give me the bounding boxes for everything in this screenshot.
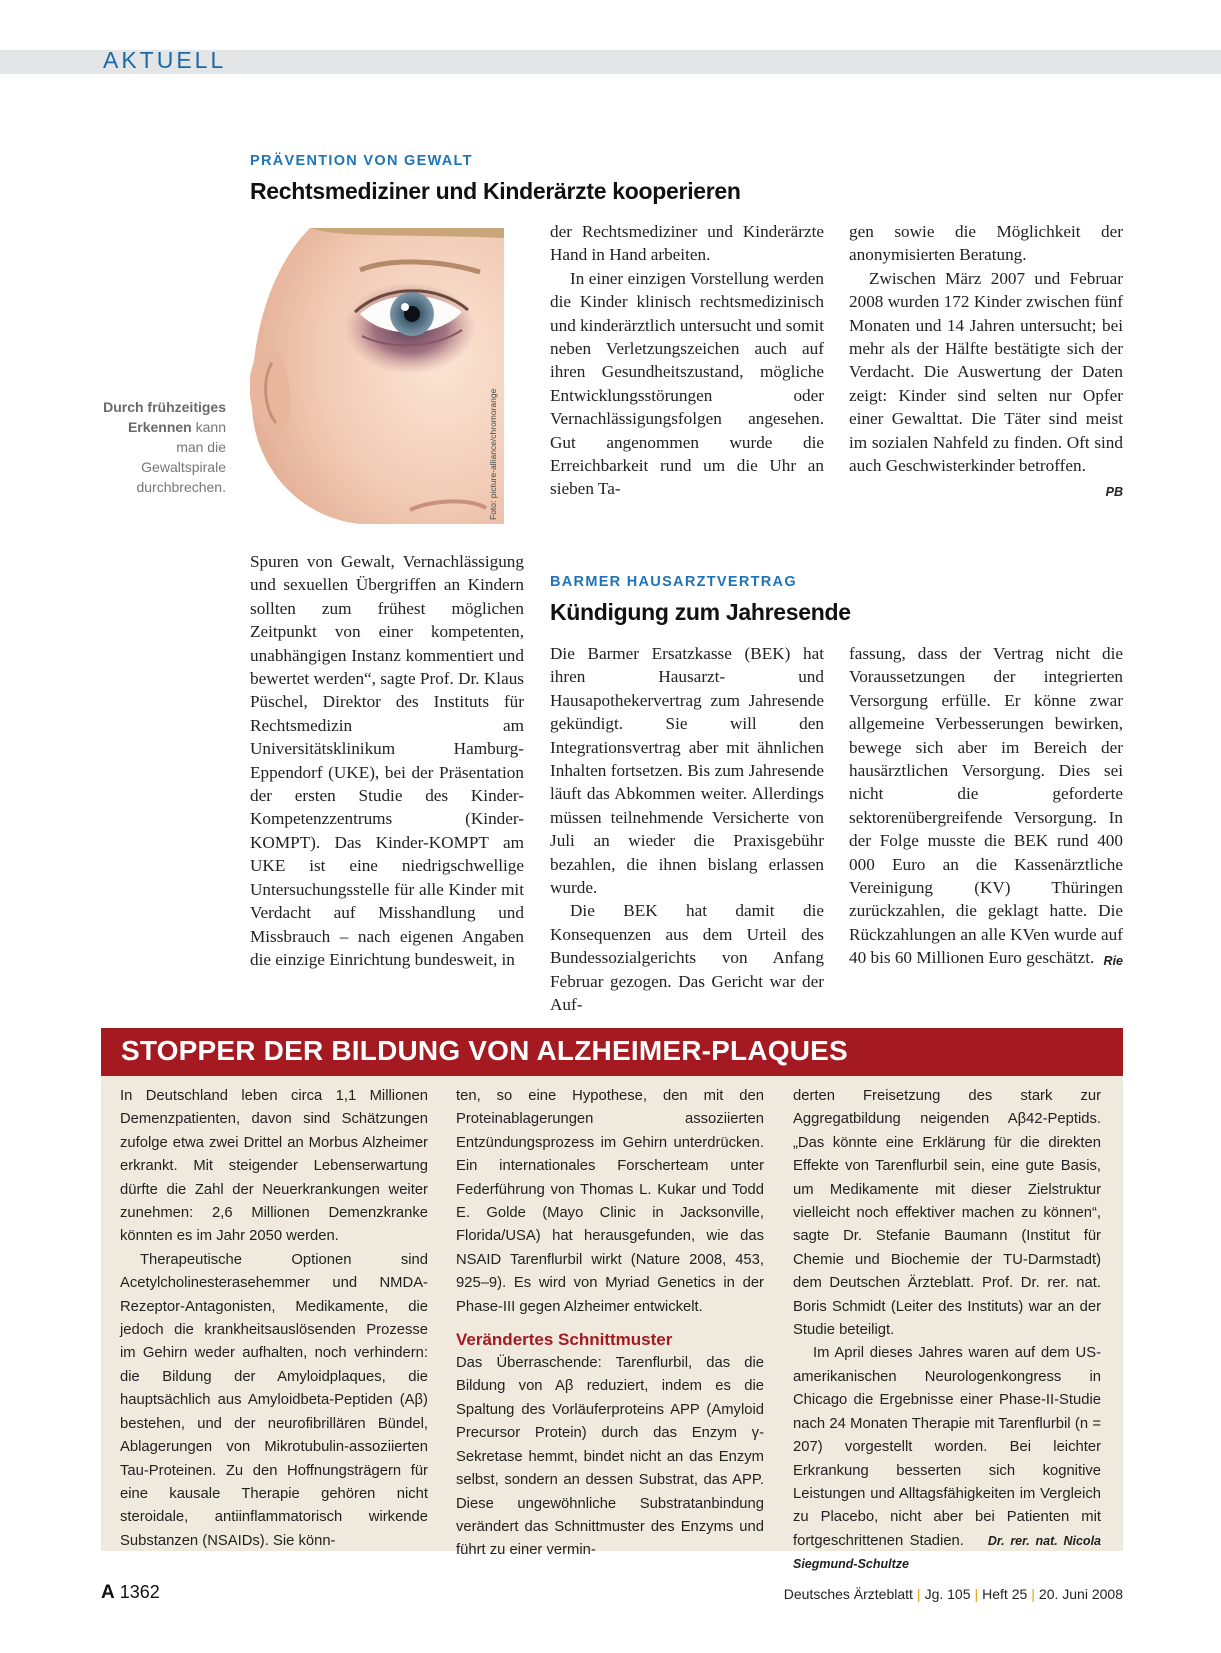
article2-column-1 xyxy=(550,642,824,1017)
journal-date: 20. Juni 2008 xyxy=(1038,1586,1123,1602)
article1-column-1 xyxy=(250,550,524,971)
article1-signature: PB xyxy=(1105,485,1123,500)
child-face-illustration xyxy=(250,228,504,524)
box-col3-para2 xyxy=(793,1342,1101,1576)
journal-volume: Jg. 105 xyxy=(924,1586,971,1602)
article2-column-2 xyxy=(849,642,1123,974)
article1-column-3 xyxy=(849,220,1123,505)
journal-name: Deutsches Ärzteblatt xyxy=(783,1586,913,1602)
photo-credit: Foto: picture-alliance/chromorange xyxy=(488,388,498,520)
article1-col3-para2 xyxy=(849,267,1123,500)
page-number-value: 1362 xyxy=(119,1582,160,1602)
footer-separator: | xyxy=(974,1586,979,1602)
article1-kicker: PRÄVENTION VON GEWALT xyxy=(250,153,473,169)
box-col2-para1: ten, so eine Hypothese, den mit den Proteinablagerungen assoziierten Entzündungsprozess im Gehirn unterdrücken. Ein internationales Forscherteam unter Federführung von Thomas L. Kukar und Todd E. Golde (Mayo Clinic in Jacksonville, Florida/USA) hat herausgefunden, wie das NSAID Tarenflurbil wirkt (Nature 2008, 453, 925–9). Es wird von Myriad Genetics in der Phase-III gegen Alzheimer entwickelt. xyxy=(456,1088,764,1315)
photo-caption xyxy=(100,397,226,497)
box-subhead: Verändertes Schnittmuster xyxy=(456,1330,673,1350)
article1-col3-para1: gen sowie die Möglichkeit der anonymisierten Beratung. xyxy=(849,222,1123,265)
box-column-1 xyxy=(120,1085,428,1553)
caption-bold: Durch frühzeitiges Erkennen xyxy=(103,399,226,435)
page-number xyxy=(101,1582,160,1604)
article2-col1-para1: Die Barmer Ersatzkasse (BEK) hat ihren Hausarzt- und Hausapothekervertrag zum Jahresende gekündigt. Sie will den Integrationsvertrag aber mit ähnlichen Inhalten fortsetzen. Bis zum Jahresende läuft das Abkommen weiter. Allerdings müssen teilnehmende Versicherte von Juli an wieder die Praxisgebühr bezahlen, die ihnen bislang erlassen wurde. xyxy=(550,644,824,898)
article1-headline: Rechtsmediziner und Kinderärzte kooperieren xyxy=(250,178,741,204)
box-signature: Dr. rer. nat. Nicola Siegmund-Schultze xyxy=(793,1533,1101,1572)
article2-headline: Kündigung zum Jahresende xyxy=(550,599,851,625)
box-col2-para2: Das Überraschende: Tarenflurbil, das die Bildung von Aβ reduziert, indem es die Spaltung des Vorläuferproteins APP (Amyloid Precursor Protein) durch das Enzym γ-Sekretase hemmt, bindet nicht an das Enzym selbst, sondern an dessen Substrat, das APP. Diese ungewöhnliche Substratanbindung verändert das Schnittmuster des Enzyms und führt zu einer vermin- xyxy=(456,1355,764,1559)
article2-signature: Rie xyxy=(1103,954,1123,969)
box-column-3 xyxy=(793,1085,1101,1577)
article1-column-2 xyxy=(550,220,824,501)
article2-col1-para2: Die BEK hat damit die Konsequenzen aus dem Urteil des Bundessozialgerichts von Anfang Februar gezogen. Das Gericht war der Auf- xyxy=(550,901,824,1015)
article2-col2-para1 xyxy=(849,642,1123,970)
article1-col2-para1: der Rechtsmediziner und Kinderärzte Hand in Hand arbeiten. xyxy=(550,222,824,265)
box-col1-para1: In Deutschland leben circa 1,1 Millionen Demenzpatienten, davon sind Schätzungen zufolge etwa zwei Drittel an Morbus Alzheimer erkrankt. Mit steigender Lebenserwartung dürfte die Zahl der Neuerkrankungen weiter zunehmen: 2,6 Millionen Demenzkranke könnten es im Jahr 2050 werden. xyxy=(120,1088,428,1245)
article1-col3-para2-text: Zwischen März 2007 und Februar 2008 wurden 172 Kinder zwischen fünf Monaten und 14 Jahren untersucht; bei mehr als der Hälfte bestätigte sich der Verdacht. Die Auswertung der Daten zeigt: Kinder sind selten nur Opfer einer Gewalttat. Die Täter sind meist im sozialen Nahfeld zu finden. Oft sind auch Geschwisterkinder betroffen. xyxy=(849,268,1123,476)
article2-col2-para1-text: fassung, dass der Vertrag nicht die Voraussetzungen der integrierten Versorgung erfülle. Er könne zwar allgemeine Verbesserungen bewirken, bewege sich aber im Bereich der hausärztlichen Versorgung. Dies sei nicht die geforderte sektorenübergreifende Versorgung. In der Folge musste die BEK rund 400 000 Euro an die Kassenärztliche Vereinigung (KV) Thüringen zurückzahlen, die geklagt hatte. Die Rückzahlungen an alle KVen wurde auf 40 bis 60 Millionen Euro geschätzt. xyxy=(849,644,1123,968)
page-prefix: A xyxy=(101,1582,115,1603)
section-label: AKTUELL xyxy=(103,47,227,73)
article1-col2-para2: In einer einzigen Vorstellung werden die Kinder klinisch rechtsmedizinisch und kinderärztlich untersucht und somit neben Verletzungszeichen auch auf ihren Gesundheitszustand, mögliche Entwicklungsstörungen oder Vernachlässigungsfolgen angesehen. Gut angenommen wurde die Erreichbarkeit rund um die Uhr an sieben Ta- xyxy=(550,268,824,499)
box-col3-para2-text: Im April dieses Jahres waren auf dem US-amerikanischen Neurologenkongress in Chicago die Ergebnisse einer Phase-II-Studie nach 24 Monaten Therapie mit Tarenflurbil (n = 207) vorgestellt worden. Bei leichter Erkrankung besserten sich kognitive Leistungen und Alltagsfähigkeiten im Vergleich zu Placebo, nicht aber bei Patienten mit fortgeschrittenen Stadien. xyxy=(793,1345,1101,1549)
journal-issue: Heft 25 xyxy=(982,1586,1028,1602)
caption-text: kann man die Gewaltspirale durchbrechen. xyxy=(136,419,226,495)
box-col1-para2: Therapeutische Optionen sind Acetylcholinesterasehemmer und NMDA-Rezeptor-Antagonisten, Medikamente, die jedoch die krankheitsauslösenden Prozesse im Gehirn weder aufhalten, noch verhindern: die Bildung der Amyloidplaques, die hauptsächlich aus Amyloidbeta-Peptiden (Aβ) bestehen, und der neurofibrillären Bündel, Ablagerungen von Mikrotubulin-assoziierten Tau-Proteinen. Zu den Hoffnungsträgern für eine kausale Therapie gehören nicht steroidale, antiinflammatorisch wirkende Substanzen (NSAIDs). Sie könn- xyxy=(120,1251,428,1549)
footer-separator: | xyxy=(916,1586,921,1602)
box-col3-para1: derten Freisetzung des stark zur Aggregatbildung neigenden Aβ42-Peptids. „Das könnte eine Erklärung für die direkten Effekte von Tarenflurbil sein, eine gute Basis, um Medikamente mit dieser Zielstruktur vielleicht noch effektiver machen zu können“, sagte Dr. Stefanie Baumann (Institut für Chemie und Biochemie der TU-Darmstadt) dem Deutschen Ärzteblatt. Prof. Dr. rer. nat. Boris Schmidt (Leiter des Instituts) war an der Studie beteiligt. xyxy=(793,1088,1101,1339)
box-column-2 xyxy=(456,1085,764,1563)
footer-separator: | xyxy=(1031,1586,1035,1602)
photo-child-bruised-eye xyxy=(250,228,504,524)
alzheimer-box-title: STOPPER DER BILDUNG VON ALZHEIMER-PLAQUES xyxy=(121,1035,848,1066)
journal-footer xyxy=(784,1586,1123,1602)
article2-kicker: BARMER HAUSARZTVERTRAG xyxy=(550,574,797,590)
article1-col1-para1: Spuren von Gewalt, Vernachlässigung und sexuellen Übergriffen an Kindern sollten zum frühest möglichen Zeitpunkt von einer kompetenten, unabhängigen Instanz kommentiert und bewertet werden“, sagte Prof. Dr. Klaus Püschel, Direktor des Instituts für Rechtsmedizin am Universitätsklinikum Hamburg-Eppendorf (UKE), bei der Präsentation der ersten Studie des Kinder-Kompetenzzentrums (Kinder-KOMPT). Das Kinder-KOMPT am UKE ist eine niedrigschwellige Untersuchungsstelle für alle Kinder mit Verdacht auf Misshandlung und Missbrauch – nach eigenen Angaben die einzige Einrichtung bundesweit, in xyxy=(250,552,524,969)
